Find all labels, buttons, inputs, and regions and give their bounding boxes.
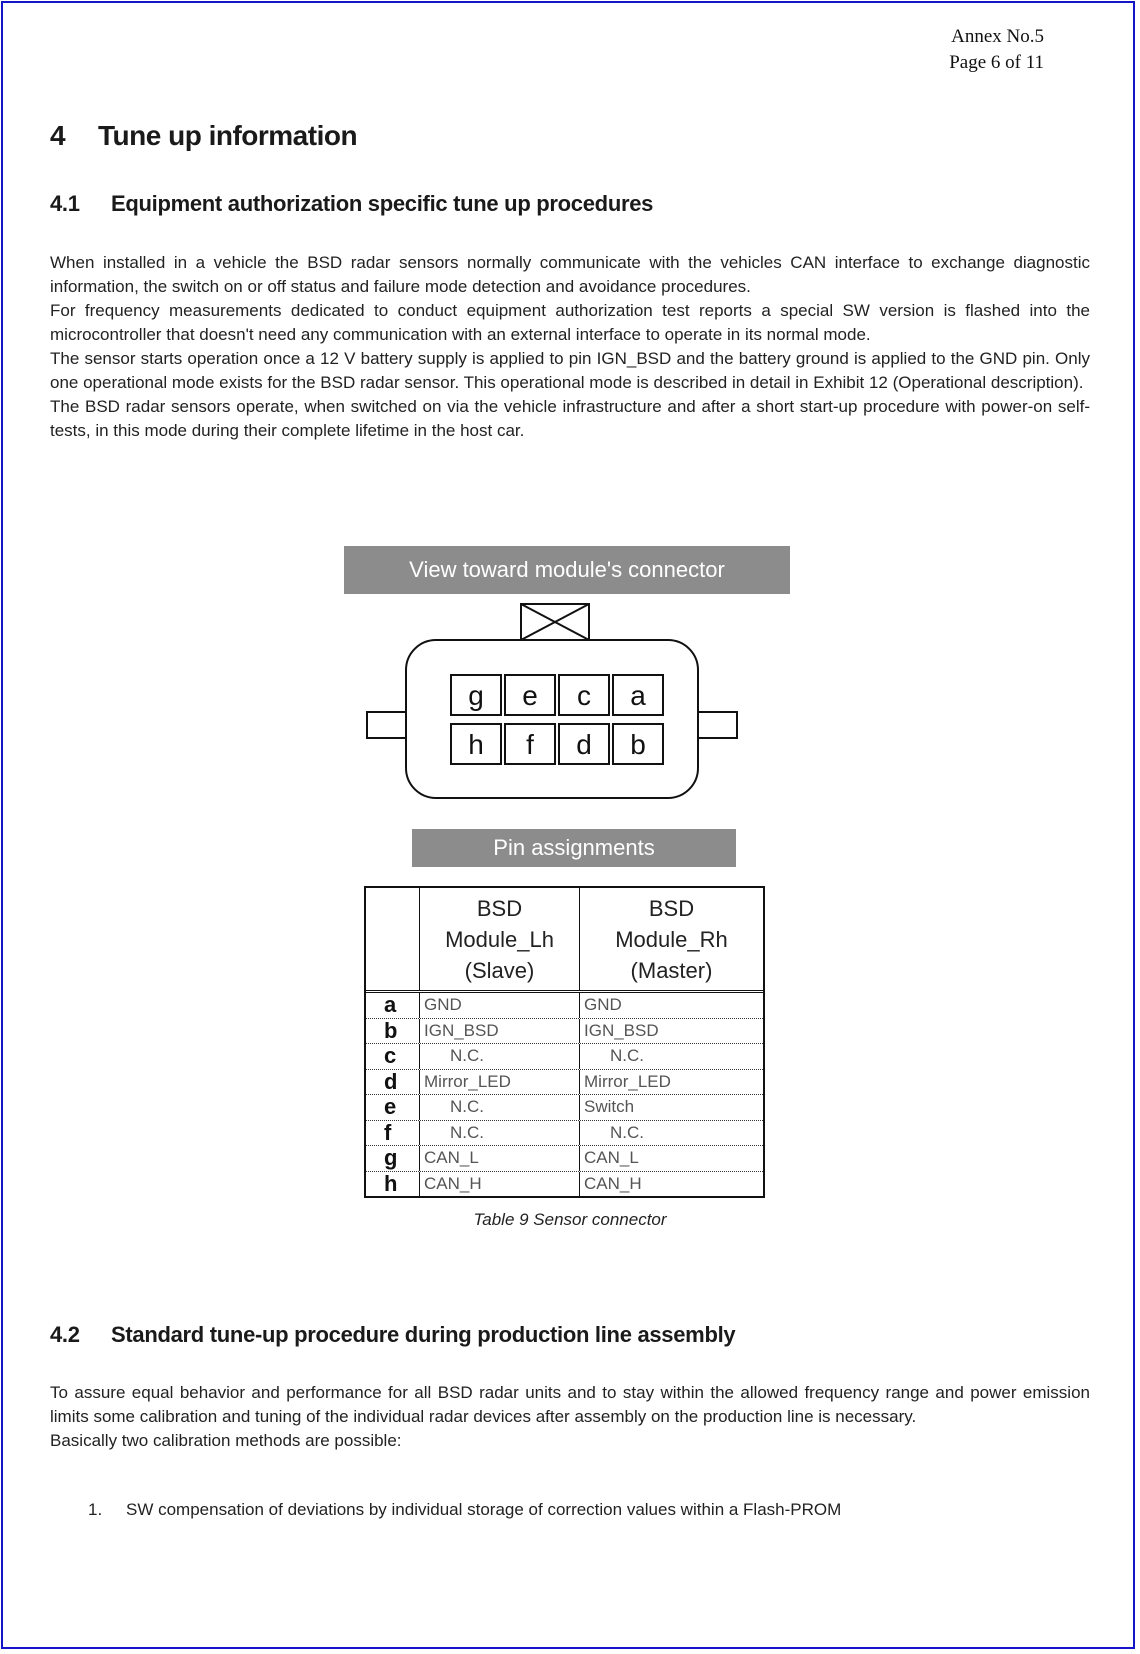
column-header-rh: BSD Module_Rh (Master)	[615, 896, 728, 983]
connector-diagram	[360, 600, 750, 805]
pin-label: g	[468, 680, 484, 711]
pin-label: c	[577, 680, 591, 711]
section-4-1-title: Equipment authorization specific tune up procedures	[111, 191, 654, 216]
section-4-1-number: 4.1	[50, 191, 80, 216]
pin-assignment-table	[364, 886, 765, 1198]
section-4-2-number: 4.2	[50, 1322, 80, 1347]
list-item-text: SW compensation of deviations by individual storage of correction values within a Flash-PROM	[126, 1500, 842, 1519]
connector-view-banner: View toward module's connector	[344, 546, 790, 594]
pin-label: e	[522, 680, 538, 711]
paragraph: For frequency measurements dedicated to conduct equipment authorization test reports a special SW version is flashed into the microcontroller that doesn't need any communication with an external interface to operate in its normal mode.	[50, 301, 1090, 344]
section-4-heading	[50, 120, 357, 152]
list-item-number: 1.	[88, 1500, 103, 1519]
table-row: g CAN_L CAN_L	[366, 1146, 763, 1172]
paragraph: The BSD radar sensors operate, when switched on via the vehicle infrastructure and after a short start-up procedure with power-on self-tests, in this mode during their complete lifetime in the host car.	[50, 397, 1090, 440]
table-row: c N.C. N.C.	[366, 1044, 763, 1070]
annex-number: Annex No.5	[951, 26, 1044, 47]
section-4-2-title: Standard tune-up procedure during production line assembly	[111, 1322, 736, 1347]
pin-label: h	[468, 729, 484, 760]
section-4-2-body	[50, 1381, 1090, 1453]
pin-assignments-banner: Pin assignments	[412, 829, 736, 867]
pin-label: d	[576, 729, 592, 760]
table-row: a GND GND	[366, 993, 763, 1019]
left-mount-tab	[367, 712, 407, 738]
pin-label: f	[526, 729, 534, 760]
table-header	[366, 888, 763, 993]
table-row: f N.C. N.C.	[366, 1121, 763, 1147]
paragraph: When installed in a vehicle the BSD radar sensors normally communicate with the vehicles CAN interface to exchange diagnostic information, the switch on or off status and failure mode detection and avoidance procedures.	[50, 253, 1090, 296]
table-caption: Table 9 Sensor connector	[473, 1210, 667, 1229]
table-row: h CAN_H CAN_H	[366, 1172, 763, 1197]
table-row: b IGN_BSD IGN_BSD	[366, 1019, 763, 1045]
table-row: d Mirror_LED Mirror_LED	[366, 1070, 763, 1096]
table-row: e N.C. Switch	[366, 1095, 763, 1121]
paragraph: The sensor starts operation once a 12 V battery supply is applied to pin IGN_BSD and the battery ground is applied to the GND pin. Only one operational mode exists for the BSD radar sensor. This operational mode is described in detail in Exhibit 12 (Operational description).	[50, 349, 1090, 392]
pin-label: a	[630, 680, 646, 711]
list-item	[88, 1500, 841, 1520]
page-number: Page 6 of 11	[949, 52, 1044, 73]
page-header	[949, 24, 1044, 76]
section-4-title: Tune up information	[98, 120, 358, 151]
section-4-2-heading	[50, 1322, 735, 1348]
paragraph: Basically two calibration methods are possible:	[50, 1431, 402, 1450]
section-4-1-body	[50, 251, 1090, 443]
connector-housing	[406, 640, 698, 798]
pin-label: b	[630, 729, 646, 760]
column-header-lh: BSD Module_Lh (Slave)	[420, 888, 580, 990]
section-4-number: 4	[50, 120, 66, 151]
paragraph: To assure equal behavior and performance for all BSD radar units and to stay within the allowed frequency range and power emission limits some calibration and tuning of the individual radar devices after assembly on the production line is necessary.	[50, 1383, 1090, 1426]
right-mount-tab	[697, 712, 737, 738]
section-4-1-heading	[50, 191, 653, 217]
